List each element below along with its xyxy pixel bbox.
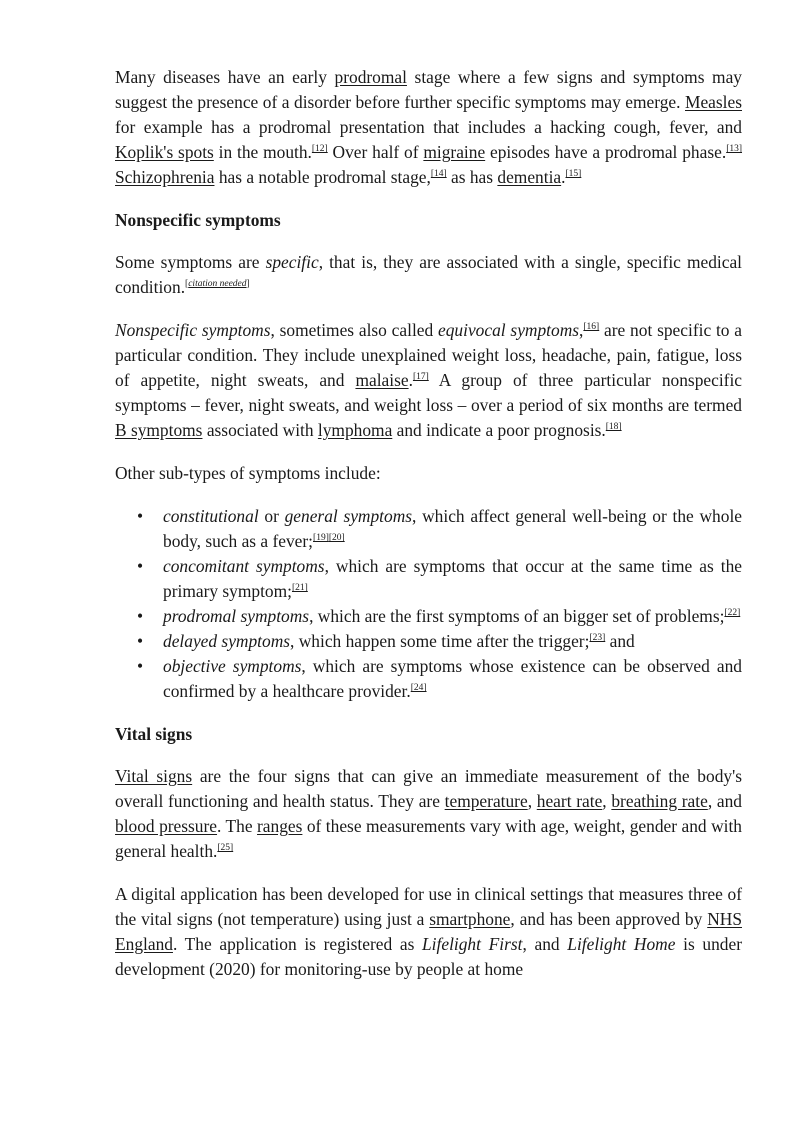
symptom-subtypes-list bbox=[115, 504, 742, 704]
ref-13[interactable]: [13] bbox=[726, 144, 743, 154]
link-schizophrenia[interactable]: Schizophrenia bbox=[115, 167, 215, 187]
citation-ref bbox=[413, 372, 429, 382]
ref-19[interactable]: [19] bbox=[313, 533, 329, 543]
heading-nonspecific-symptoms: Nonspecific symptoms bbox=[115, 210, 281, 230]
citation-needed: [citation needed] bbox=[185, 279, 250, 289]
link-lymphoma[interactable]: lymphoma bbox=[317, 420, 393, 440]
citation-ref bbox=[726, 144, 742, 154]
ref-15[interactable]: [15] bbox=[565, 169, 582, 179]
paragraph-digital-application: A digital application has been developed for use in clinical settings that measures three of the vital signs (not temperature) using just a smartphone, and has been approved by NHS England. The application is registered as Lifelight First, and Lifelight Home is under development (2020) for monitoring-use by people at home bbox=[115, 884, 742, 979]
paragraph-specific: Some symptoms are specific, that is, they are associated with a single, specific medical condition.[citation needed] bbox=[115, 252, 742, 297]
citation-ref bbox=[583, 322, 599, 332]
paragraph-subtypes-intro: Other sub-types of symptoms include: bbox=[115, 463, 381, 483]
link-kopliks-spots[interactable]: Koplik's spots bbox=[115, 142, 214, 162]
link-measles[interactable]: Measles bbox=[685, 92, 742, 112]
paragraph-vital-signs: Vital signs are the four signs that can give an immediate measurement of the body's overall functioning and health status. They are temperature, heart rate, breathing rate, and blood pressure. The ranges of these measurements vary with age, weight, gender and with general health.[25] bbox=[115, 766, 742, 861]
link-ranges[interactable]: ranges bbox=[257, 816, 303, 836]
heading-vital-signs: Vital signs bbox=[115, 724, 193, 744]
citation-ref bbox=[312, 144, 328, 154]
ref-20[interactable]: [20] bbox=[328, 533, 345, 543]
citation-ref bbox=[313, 533, 345, 543]
ref-25[interactable]: [25] bbox=[217, 843, 234, 853]
link-breathing-rate[interactable]: breathing rate bbox=[611, 791, 708, 811]
list-item: • concomitant symptoms, which are symptoms that occur at the same time as the primary symptom;[21] bbox=[163, 554, 742, 604]
link-heart-rate[interactable]: heart rate bbox=[536, 791, 603, 811]
link-malaise[interactable]: malaise bbox=[355, 370, 409, 390]
citation-ref bbox=[411, 683, 427, 693]
ref-18[interactable]: [18] bbox=[605, 422, 622, 432]
ref-14[interactable]: [14] bbox=[430, 169, 447, 179]
paragraph-nonspecific: Nonspecific symptoms, sometimes also called equivocal symptoms,[16] are not specific to a particular condition. They include unexplained weight loss, headache, pain, fatigue, loss of appetite, night sweats, and malaise.[17] A group of three particular nonspecific symptoms – fever, night sweats, and weight loss – over a period of six months are termed B symptoms associated with lymphoma and indicate a poor prognosis.[18] bbox=[115, 320, 743, 440]
citation-ref bbox=[589, 633, 605, 643]
list-item: • constitutional or general symptoms, which affect general well-being or the whole body, such as a fever;[19][20] bbox=[163, 504, 742, 554]
link-temperature[interactable]: temperature bbox=[444, 791, 528, 811]
ref-23[interactable]: [23] bbox=[589, 633, 606, 643]
citation-ref bbox=[292, 583, 308, 593]
link-blood-pressure[interactable]: blood pressure bbox=[115, 816, 218, 836]
paragraph-prodromal: Many diseases have an early prodromal stage where a few signs and symptoms may suggest the presence of a disorder before further specific symptoms may emerge. Measles for example has a prodromal presentation that includes a hacking cough, fever, and Koplik's spots in the mouth.[12] Over half of migraine episodes have a prodromal phase.[13] Schizophrenia has a notable prodromal stage,[14] as has dementia.[15] bbox=[115, 67, 743, 187]
link-dementia[interactable]: dementia bbox=[497, 167, 562, 187]
citation-ref bbox=[431, 169, 447, 179]
link-nhs-england[interactable]: NHS England bbox=[115, 909, 742, 954]
link-vital-signs[interactable]: Vital signs bbox=[115, 766, 193, 786]
citation-ref bbox=[724, 608, 740, 618]
citation-needed-link[interactable]: citation needed bbox=[188, 279, 247, 289]
citation-ref bbox=[606, 422, 622, 432]
ref-16[interactable]: [16] bbox=[583, 322, 600, 332]
list-item: • objective symptoms, which are symptoms whose existence can be observed and confirmed by a healthcare provider.[24] bbox=[163, 654, 742, 704]
citation-ref bbox=[566, 169, 582, 179]
link-prodromal[interactable]: prodromal bbox=[334, 67, 407, 87]
ref-12[interactable]: [12] bbox=[311, 144, 328, 154]
ref-22[interactable]: [22] bbox=[724, 608, 741, 618]
list-item: • prodromal symptoms, which are the first symptoms of an bigger set of problems;[22] bbox=[163, 604, 742, 629]
link-smartphone[interactable]: smartphone bbox=[429, 909, 511, 929]
ref-24[interactable]: [24] bbox=[410, 683, 427, 693]
ref-17[interactable]: [17] bbox=[412, 372, 429, 382]
link-migraine[interactable]: migraine bbox=[423, 142, 486, 162]
ref-21[interactable]: [21] bbox=[291, 583, 308, 593]
link-b-symptoms[interactable]: B symptoms bbox=[115, 420, 203, 440]
list-item: • delayed symptoms, which happen some time after the trigger;[23] and bbox=[163, 629, 742, 654]
citation-ref bbox=[217, 843, 233, 853]
